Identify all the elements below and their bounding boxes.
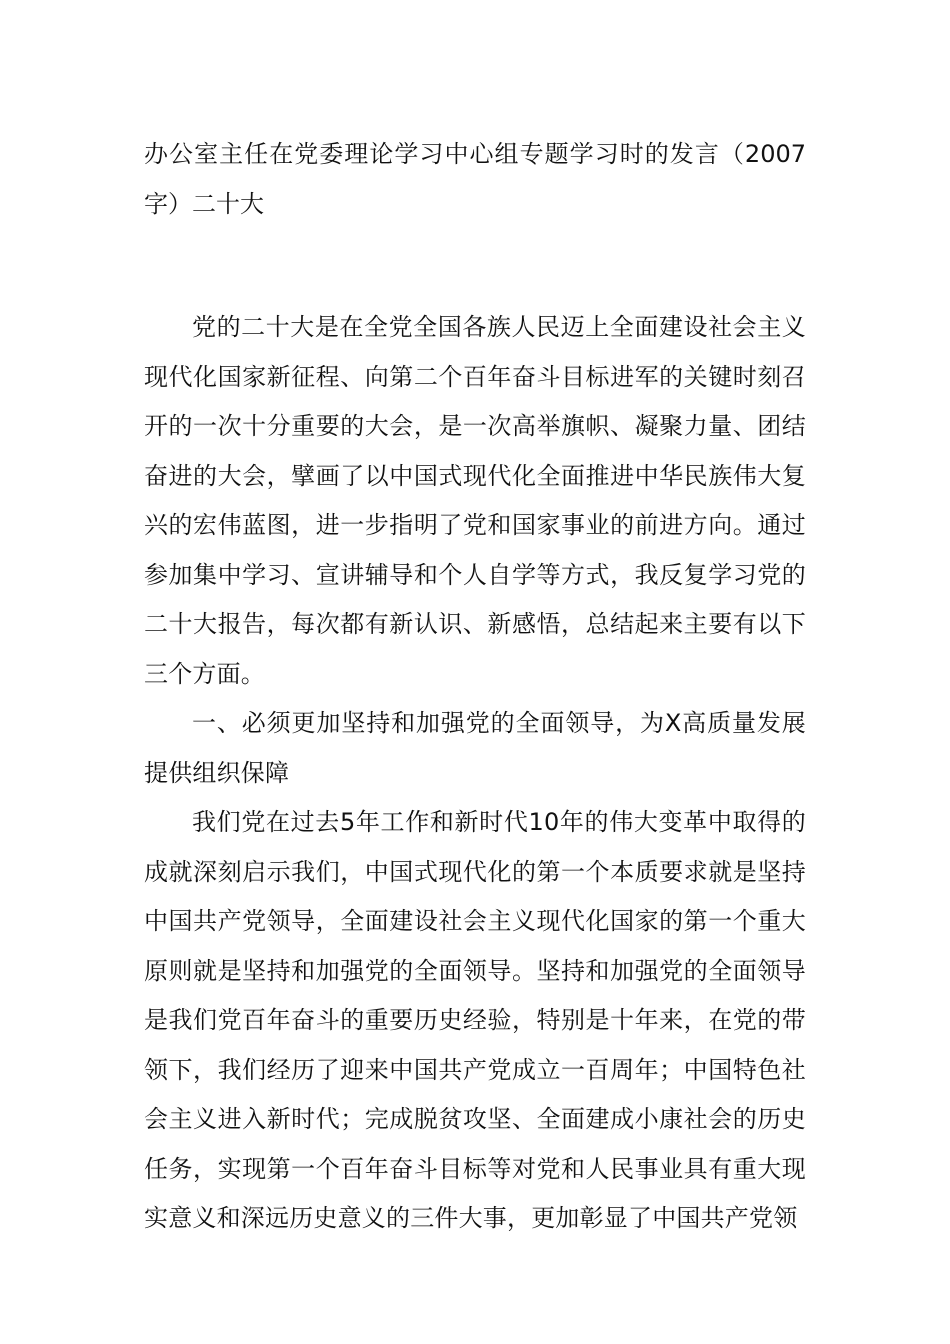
document-title: 办公室主任在党委理论学习中心组专题学习时的发言（2007字）二十大 [144,140,806,218]
section-paragraph-1: 我们党在过去5年工作和新时代10年的伟大变革中取得的成就深刻启示我们，中国式现代化的第一个本质要求就是坚持中国共产党领导，全面建设社会主义现代化国家的第一个重大原则就是坚持和加强党的全面领导。坚持和加强党的全面领导是我们党百年奋斗的重要历史经验，特别是十年来，在党的带领下，我们经历了迎来中国共产党成立一百周年；中国特色社会主义进入新时代；完成脱贫攻坚、全面建成小康社会的历史任务，实现第一个百年奋斗目标等对党和人民事业具有重大现实意义和深远历史意义的三件大事，更加彰显了中国共产党领 [144,808,806,1232]
document-body [144,130,806,1244]
title-spacer [144,229,806,303]
section-heading-1: 一、必须更加坚持和加强党的全面领导，为X高质量发展提供组织保障 [144,709,806,787]
intro-paragraph: 党的二十大是在全党全国各族人民迈上全面建设社会主义现代化国家新征程、向第二个百年奋斗目标进军的关键时刻召开的一次十分重要的大会，是一次高举旗帜、凝聚力量、团结奋进的大会，擘画了以中国式现代化全面推进中华民族伟大复兴的宏伟蓝图，进一步指明了党和国家事业的前进方向。通过参加集中学习、宣讲辅导和个人自学等方式，我反复学习党的二十大报告，每次都有新认识、新感悟，总结起来主要有以下三个方面。 [144,313,806,688]
